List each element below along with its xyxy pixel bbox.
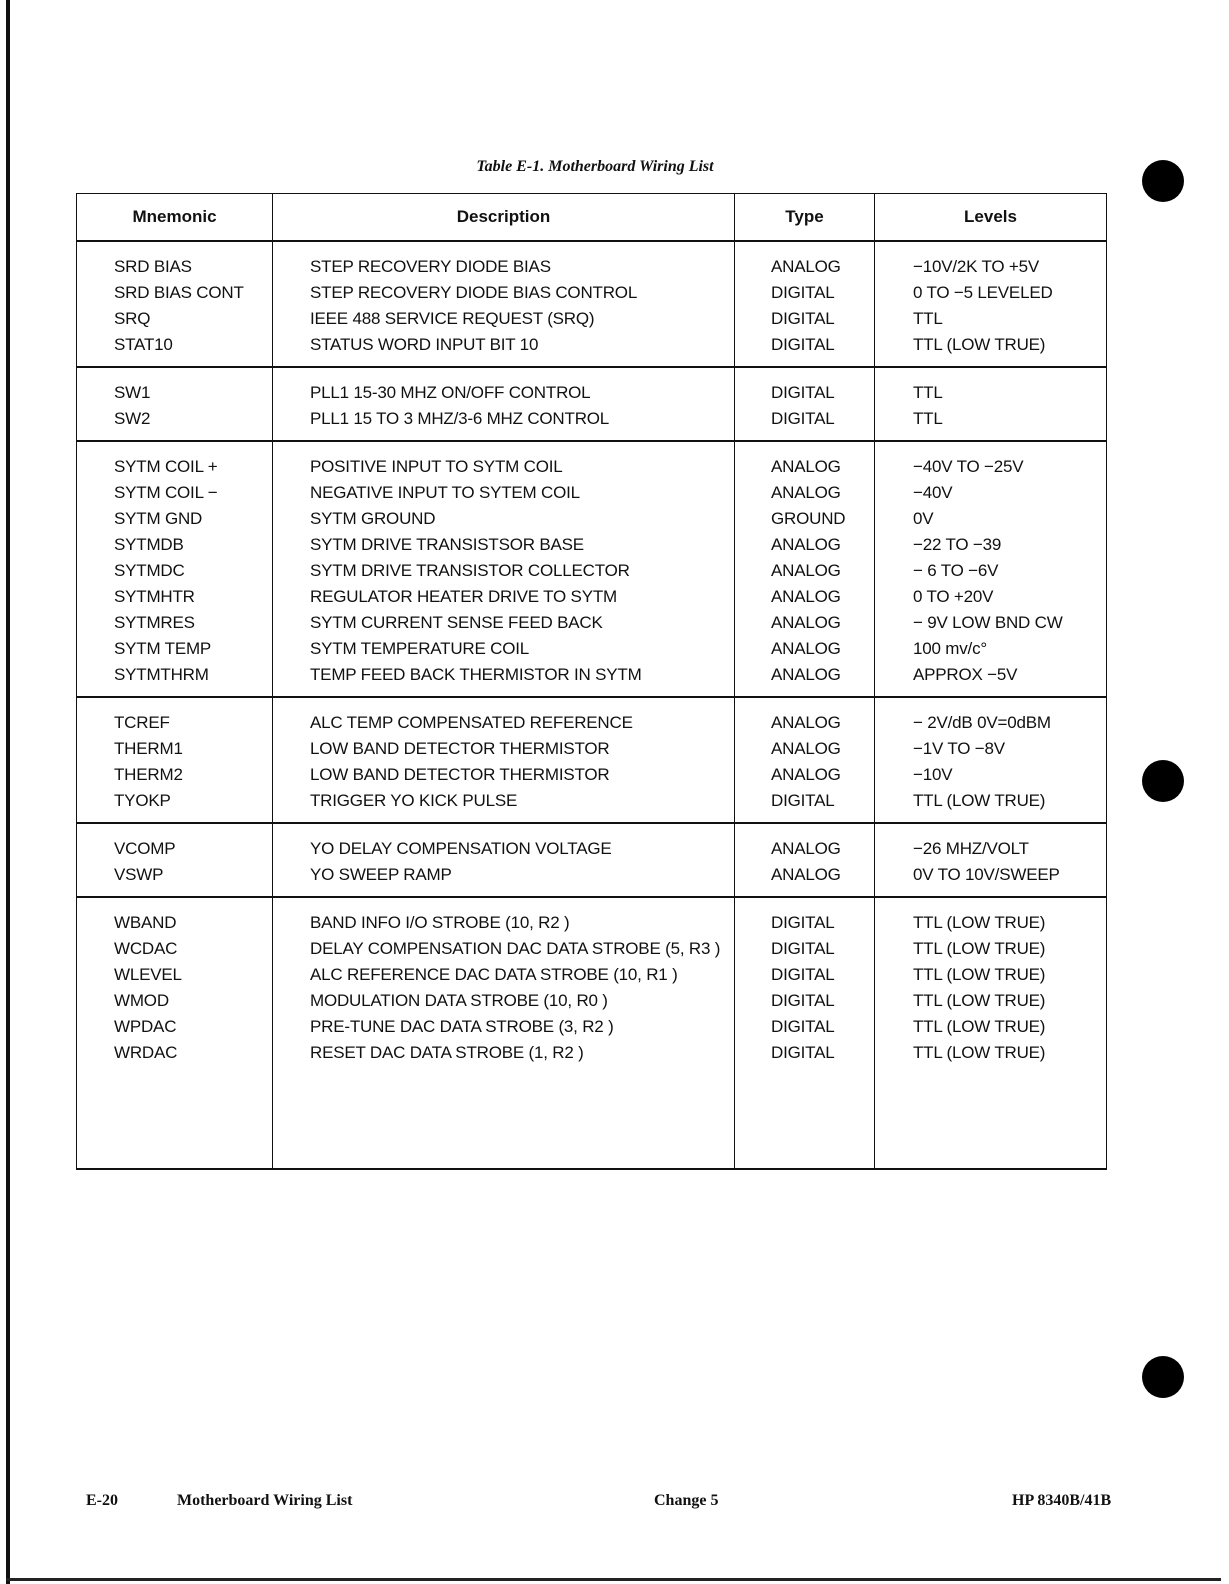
levels-value: TTL bbox=[913, 383, 943, 402]
type-value: DIGITAL bbox=[771, 383, 835, 402]
type-value: ANALOG bbox=[771, 457, 841, 476]
type-value: DIGITAL bbox=[771, 409, 835, 428]
cell-mnemonic bbox=[77, 367, 273, 441]
description-value: REGULATOR HEATER DRIVE TO SYTM bbox=[310, 587, 617, 606]
type-value: ANALOG bbox=[771, 257, 841, 276]
type-value: DIGITAL bbox=[771, 939, 835, 958]
type-value: DIGITAL bbox=[771, 335, 835, 354]
type-value: DIGITAL bbox=[771, 913, 835, 932]
type-value: GROUND bbox=[771, 509, 846, 528]
type-value: ANALOG bbox=[771, 713, 841, 732]
description-value: TRIGGER YO KICK PULSE bbox=[310, 791, 518, 810]
description-value: LOW BAND DETECTOR THERMISTOR bbox=[310, 765, 610, 784]
levels-value: −26 MHZ/VOLT bbox=[913, 839, 1029, 858]
levels-value: TTL (LOW TRUE) bbox=[913, 1017, 1046, 1036]
description-value: STEP RECOVERY DIODE BIAS CONTROL bbox=[310, 283, 638, 302]
cell-type bbox=[735, 241, 875, 367]
motherboard-wiring-table bbox=[76, 193, 1107, 1170]
table-row-group bbox=[77, 367, 1107, 441]
levels-value: −10V/2K TO +5V bbox=[913, 257, 1040, 276]
type-value: DIGITAL bbox=[771, 791, 835, 810]
cell-mnemonic bbox=[77, 823, 273, 897]
type-value: DIGITAL bbox=[771, 991, 835, 1010]
levels-value: TTL bbox=[913, 409, 943, 428]
mnemonic-value: VCOMP bbox=[114, 839, 176, 858]
mnemonic-value: SRD BIAS CONT bbox=[114, 283, 244, 302]
levels-value: −1V TO −8V bbox=[913, 739, 1005, 758]
levels-value: −22 TO −39 bbox=[913, 535, 1002, 554]
description-value: SYTM CURRENT SENSE FEED BACK bbox=[310, 613, 603, 632]
footer-page-number: E-20 bbox=[86, 1492, 118, 1509]
levels-value: 100 mv/c° bbox=[913, 639, 987, 658]
type-value: ANALOG bbox=[771, 865, 841, 884]
mnemonic-value: SYTMHTR bbox=[114, 587, 195, 606]
cell-levels bbox=[875, 241, 1107, 367]
footer-change: Change 5 bbox=[654, 1492, 719, 1509]
cell-type bbox=[735, 367, 875, 441]
levels-value: − 9V LOW BND CW bbox=[913, 613, 1063, 632]
type-value: ANALOG bbox=[771, 561, 841, 580]
description-value: DELAY COMPENSATION DAC DATA STROBE (5, R3 ) bbox=[310, 939, 721, 958]
mnemonic-value: SYTMDB bbox=[114, 535, 184, 554]
cell-mnemonic bbox=[77, 897, 273, 1169]
cell-mnemonic bbox=[77, 241, 273, 367]
footer-section-title: Motherboard Wiring List bbox=[177, 1492, 353, 1509]
type-value: ANALOG bbox=[771, 613, 841, 632]
cell-type bbox=[735, 823, 875, 897]
description-value: PRE-TUNE DAC DATA STROBE (3, R2 ) bbox=[310, 1017, 614, 1036]
type-value: ANALOG bbox=[771, 665, 841, 684]
description-value: STEP RECOVERY DIODE BIAS bbox=[310, 257, 551, 276]
cell-description bbox=[273, 697, 735, 823]
levels-value: − 6 TO −6V bbox=[913, 561, 999, 580]
cell-levels bbox=[875, 441, 1107, 697]
description-value: ALC REFERENCE DAC DATA STROBE (10, R1 ) bbox=[310, 965, 678, 984]
column-header-levels: Levels bbox=[875, 194, 1107, 242]
mnemonic-value: THERM1 bbox=[114, 739, 183, 758]
type-value: ANALOG bbox=[771, 587, 841, 606]
description-value: YO SWEEP RAMP bbox=[310, 865, 452, 884]
description-value: RESET DAC DATA STROBE (1, R2 ) bbox=[310, 1043, 584, 1062]
column-header-type: Type bbox=[735, 194, 875, 242]
description-value: LOW BAND DETECTOR THERMISTOR bbox=[310, 739, 610, 758]
levels-value: TTL (LOW TRUE) bbox=[913, 335, 1046, 354]
type-value: ANALOG bbox=[771, 483, 841, 502]
description-value: SYTM DRIVE TRANSISTSOR BASE bbox=[310, 535, 584, 554]
mnemonic-value: WLEVEL bbox=[114, 965, 182, 984]
description-value: ALC TEMP COMPENSATED REFERENCE bbox=[310, 713, 633, 732]
description-value: STATUS WORD INPUT BIT 10 bbox=[310, 335, 539, 354]
description-value: PLL1 15 TO 3 MHZ/3-6 MHZ CONTROL bbox=[310, 409, 610, 428]
cell-description bbox=[273, 823, 735, 897]
cell-levels bbox=[875, 367, 1107, 441]
type-value: DIGITAL bbox=[771, 1017, 835, 1036]
mnemonic-value: SYTM COIL − bbox=[114, 483, 218, 502]
mnemonic-value: WCDAC bbox=[114, 939, 178, 958]
mnemonic-value: WMOD bbox=[114, 991, 169, 1010]
type-value: ANALOG bbox=[771, 839, 841, 858]
column-header-description: Description bbox=[273, 194, 735, 242]
levels-value: TTL (LOW TRUE) bbox=[913, 965, 1046, 984]
cell-type bbox=[735, 897, 875, 1169]
cell-mnemonic bbox=[77, 441, 273, 697]
levels-value: APPROX −5V bbox=[913, 665, 1018, 684]
mnemonic-value: THERM2 bbox=[114, 765, 183, 784]
levels-value: TTL (LOW TRUE) bbox=[913, 939, 1046, 958]
description-value: SYTM TEMPERATURE COIL bbox=[310, 639, 530, 658]
description-value: PLL1 15-30 MHZ ON/OFF CONTROL bbox=[310, 383, 591, 402]
type-value: DIGITAL bbox=[771, 283, 835, 302]
table-row-group bbox=[77, 897, 1107, 1169]
type-value: ANALOG bbox=[771, 739, 841, 758]
cell-description bbox=[273, 441, 735, 697]
levels-value: 0V bbox=[913, 509, 934, 528]
type-value: DIGITAL bbox=[771, 1043, 835, 1062]
description-value: NEGATIVE INPUT TO SYTEM COIL bbox=[310, 483, 580, 502]
mnemonic-value: SYTMRES bbox=[114, 613, 195, 632]
mnemonic-value: SYTMTHRM bbox=[114, 665, 209, 684]
description-value: TEMP FEED BACK THERMISTOR IN SYTM bbox=[310, 665, 642, 684]
levels-value: TTL (LOW TRUE) bbox=[913, 991, 1046, 1010]
cell-levels bbox=[875, 823, 1107, 897]
cell-description bbox=[273, 241, 735, 367]
mnemonic-value: SYTM COIL + bbox=[114, 457, 218, 476]
mnemonic-value: STAT10 bbox=[114, 335, 173, 354]
mnemonic-value: SYTM TEMP bbox=[114, 639, 212, 658]
levels-value: 0V TO 10V/SWEEP bbox=[913, 865, 1060, 884]
binder-hole-middle bbox=[1142, 760, 1184, 802]
mnemonic-value: WRDAC bbox=[114, 1043, 178, 1062]
levels-value: − 2V/dB 0V=0dBM bbox=[913, 713, 1051, 732]
mnemonic-value: SYTMDC bbox=[114, 561, 185, 580]
description-value: POSITIVE INPUT TO SYTM COIL bbox=[310, 457, 563, 476]
mnemonic-value: TCREF bbox=[114, 713, 170, 732]
description-value: BAND INFO I/O STROBE (10, R2 ) bbox=[310, 913, 570, 932]
cell-levels bbox=[875, 697, 1107, 823]
cell-mnemonic bbox=[77, 697, 273, 823]
levels-value: TTL (LOW TRUE) bbox=[913, 913, 1046, 932]
type-value: ANALOG bbox=[771, 639, 841, 658]
type-value: ANALOG bbox=[771, 535, 841, 554]
type-value: ANALOG bbox=[771, 765, 841, 784]
levels-value: TTL bbox=[913, 309, 943, 328]
mnemonic-value: SRQ bbox=[114, 309, 151, 328]
footer-model: HP 8340B/41B bbox=[1012, 1492, 1112, 1509]
table-body bbox=[77, 241, 1107, 1169]
cell-levels bbox=[875, 897, 1107, 1169]
cell-type bbox=[735, 441, 875, 697]
table-row-group bbox=[77, 241, 1107, 367]
mnemonic-value: SYTM GND bbox=[114, 509, 203, 528]
table-header-row bbox=[77, 194, 1107, 242]
table-caption: Table E-1. Motherboard Wiring List bbox=[476, 158, 714, 175]
mnemonic-value: SRD BIAS bbox=[114, 257, 192, 276]
levels-value: 0 TO +20V bbox=[913, 587, 994, 606]
column-header-mnemonic: Mnemonic bbox=[77, 194, 273, 242]
levels-value: −40V bbox=[913, 483, 953, 502]
cell-description bbox=[273, 367, 735, 441]
mnemonic-value: WBAND bbox=[114, 913, 177, 932]
bottom-margin-rule bbox=[6, 1578, 1221, 1581]
table-row-group bbox=[77, 441, 1107, 697]
levels-value: −10V bbox=[913, 765, 953, 784]
mnemonic-value: TYOKP bbox=[114, 791, 171, 810]
mnemonic-value: VSWP bbox=[114, 865, 164, 884]
cell-type bbox=[735, 697, 875, 823]
table-row-group bbox=[77, 697, 1107, 823]
description-value: IEEE 488 SERVICE REQUEST (SRQ) bbox=[310, 309, 595, 328]
levels-value: TTL (LOW TRUE) bbox=[913, 1043, 1046, 1062]
type-value: DIGITAL bbox=[771, 965, 835, 984]
levels-value: TTL (LOW TRUE) bbox=[913, 791, 1046, 810]
description-value: SYTM GROUND bbox=[310, 509, 436, 528]
levels-value: 0 TO −5 LEVELED bbox=[913, 283, 1053, 302]
cell-description bbox=[273, 897, 735, 1169]
description-value: MODULATION DATA STROBE (10, R0 ) bbox=[310, 991, 608, 1010]
left-margin-rule bbox=[6, 0, 10, 1584]
description-value: YO DELAY COMPENSATION VOLTAGE bbox=[310, 839, 612, 858]
mnemonic-value: SW2 bbox=[114, 409, 151, 428]
mnemonic-value: SW1 bbox=[114, 383, 151, 402]
table-row-group bbox=[77, 823, 1107, 897]
mnemonic-value: WPDAC bbox=[114, 1017, 177, 1036]
binder-hole-bottom bbox=[1142, 1356, 1184, 1398]
description-value: SYTM DRIVE TRANSISTOR COLLECTOR bbox=[310, 561, 630, 580]
type-value: DIGITAL bbox=[771, 309, 835, 328]
levels-value: −40V TO −25V bbox=[913, 457, 1024, 476]
